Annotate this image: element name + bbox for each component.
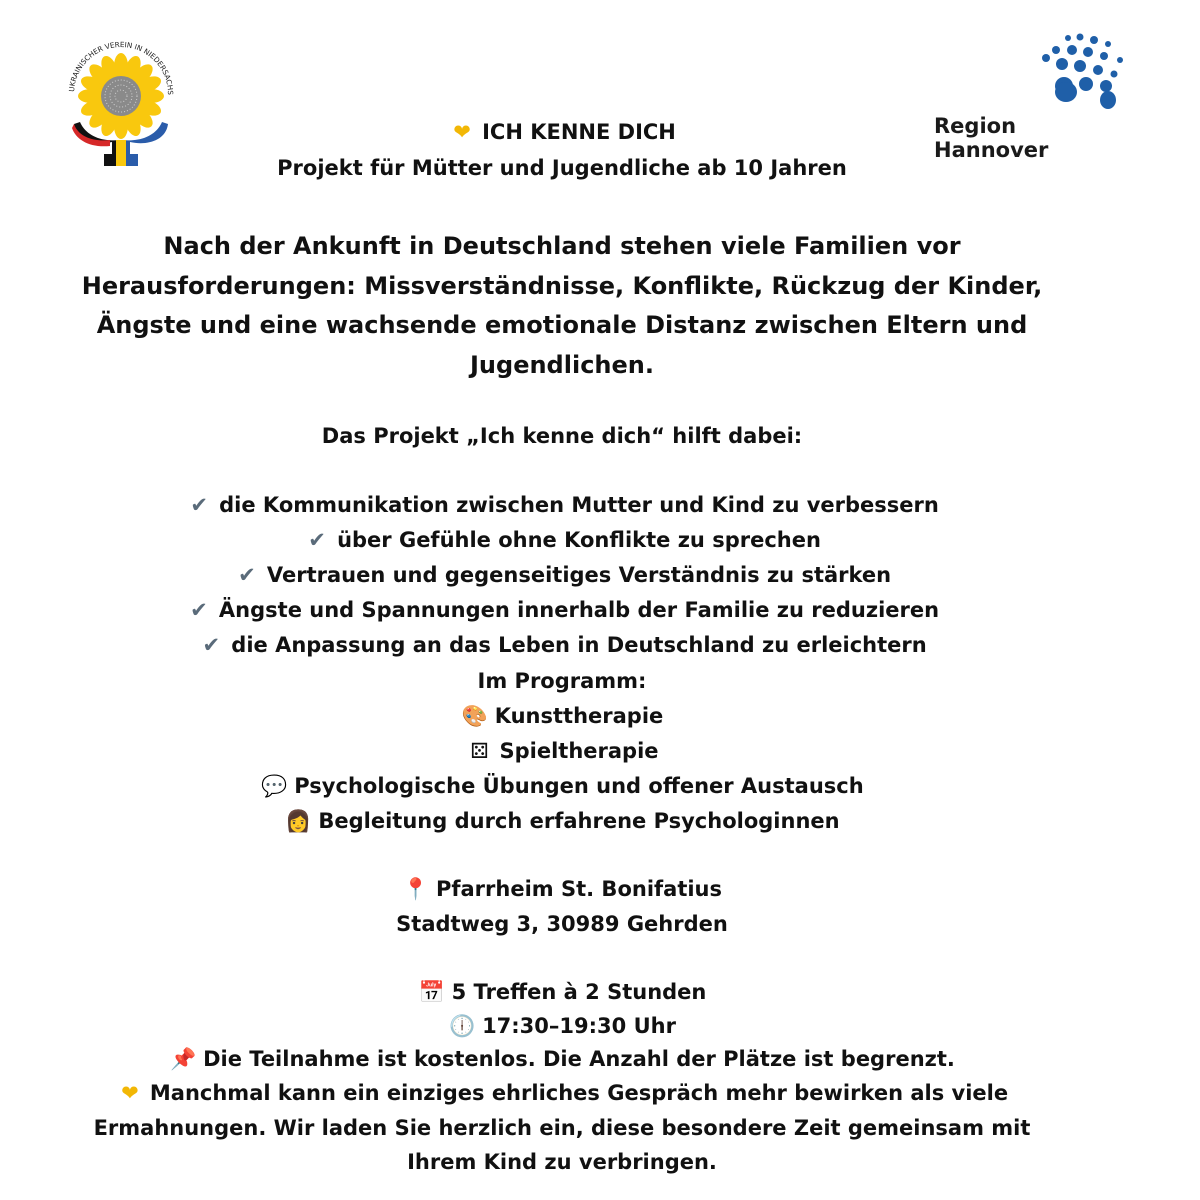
program-item: 💬 Psychologische Übungen und offener Austausch: [261, 774, 864, 798]
calendar-icon: 📅: [418, 980, 445, 1004]
intro-line: Ängste und eine wachsende emotionale Distanz zwischen Eltern und: [96, 311, 1028, 339]
yellow-heart-icon: ❤: [453, 120, 471, 144]
closing-line: ❤ Manchmal kann ein einziges ehrliches Gespräch mehr bewirken als viele: [0, 1081, 1124, 1105]
program-item: 👩 Begleitung durch erfahrene Psychologinnen: [285, 809, 840, 833]
check-mark-icon: ✔: [238, 563, 256, 587]
speech-bubble-icon: 💬: [261, 774, 288, 798]
benefit-item: ✔ die Kommunikation zwischen Mutter und Kind zu verbessern: [0, 493, 1124, 517]
intro-line: Herausforderungen: Missverständnisse, Konflikte, Rückzug der Kinder,: [81, 272, 1043, 300]
participation-notice: 📌 Die Teilnahme ist kostenlos. Die Anzahl der Plätze ist begrenzt.: [170, 1047, 955, 1071]
sunflower-center: [101, 76, 141, 116]
closing-line: Ihrem Kind zu verbringen.: [407, 1150, 717, 1174]
dice-icon: ⚄: [470, 739, 489, 763]
schedule-time: 🕕 17:30–19:30 Uhr: [448, 1014, 676, 1038]
intro-line: Jugendlichen.: [470, 351, 654, 379]
region-hannover-wordmark: Region Hannover: [934, 114, 1049, 162]
teacher-icon: 👩: [285, 809, 312, 833]
program-heading: Im Programm:: [477, 669, 647, 693]
program-item: 🎨 Kunsttherapie: [461, 704, 664, 728]
page-title: ❤ ICH KENNE DICH: [0, 120, 1124, 144]
region-hannover-dots-icon: [930, 30, 1140, 114]
sunflower-logo-graphic: [60, 28, 182, 170]
check-mark-icon: ✔: [308, 528, 326, 552]
location-address: Stadtweg 3, 30989 Gehrden: [396, 912, 728, 936]
page-subtitle: Projekt für Mütter und Jugendliche ab 10 Jahren: [277, 156, 847, 180]
check-mark-icon: ✔: [202, 633, 221, 657]
yellow-heart-icon: ❤: [121, 1081, 139, 1105]
check-mark-icon: ✔: [190, 598, 208, 622]
intro-line: Nach der Ankunft in Deutschland stehen viele Familien vor: [163, 232, 961, 260]
closing-line: Ermahnungen. Wir laden Sie herzlich ein, diese besondere Zeit gemeinsam mit: [93, 1116, 1031, 1140]
check-mark-icon: ✔: [190, 493, 208, 517]
benefit-item: ✔ Ängste und Spannungen innerhalb der Familie zu reduzieren: [0, 598, 1124, 622]
logo-ring-text: UKRAINISCHER VEREIN IN NIEDERSACHS: [66, 39, 176, 96]
schedule-sessions: 📅 5 Treffen à 2 Stunden: [418, 980, 707, 1004]
location-name: 📍 Pfarrheim St. Bonifatius: [402, 877, 723, 901]
ukrainian-association-logo: [60, 28, 182, 170]
benefit-item: ✔ über Gefühle ohne Konflikte zu sprechen: [0, 528, 1124, 552]
benefit-item: ✔ die Anpassung an das Leben in Deutschland zu erleichtern: [0, 633, 1124, 657]
program-item: ⚄ Spieltherapie: [0, 739, 1124, 763]
pushpin-icon: 📌: [170, 1047, 197, 1071]
clock-icon: 🕕: [448, 1014, 476, 1038]
helps-heading: Das Projekt „Ich kenne dich“ hilft dabei:: [321, 424, 803, 448]
benefit-item: ✔ Vertrauen und gegenseitiges Verständnis zu stärken: [0, 563, 1124, 587]
location-pin-icon: 📍: [402, 877, 430, 901]
palette-icon: 🎨: [461, 704, 488, 728]
